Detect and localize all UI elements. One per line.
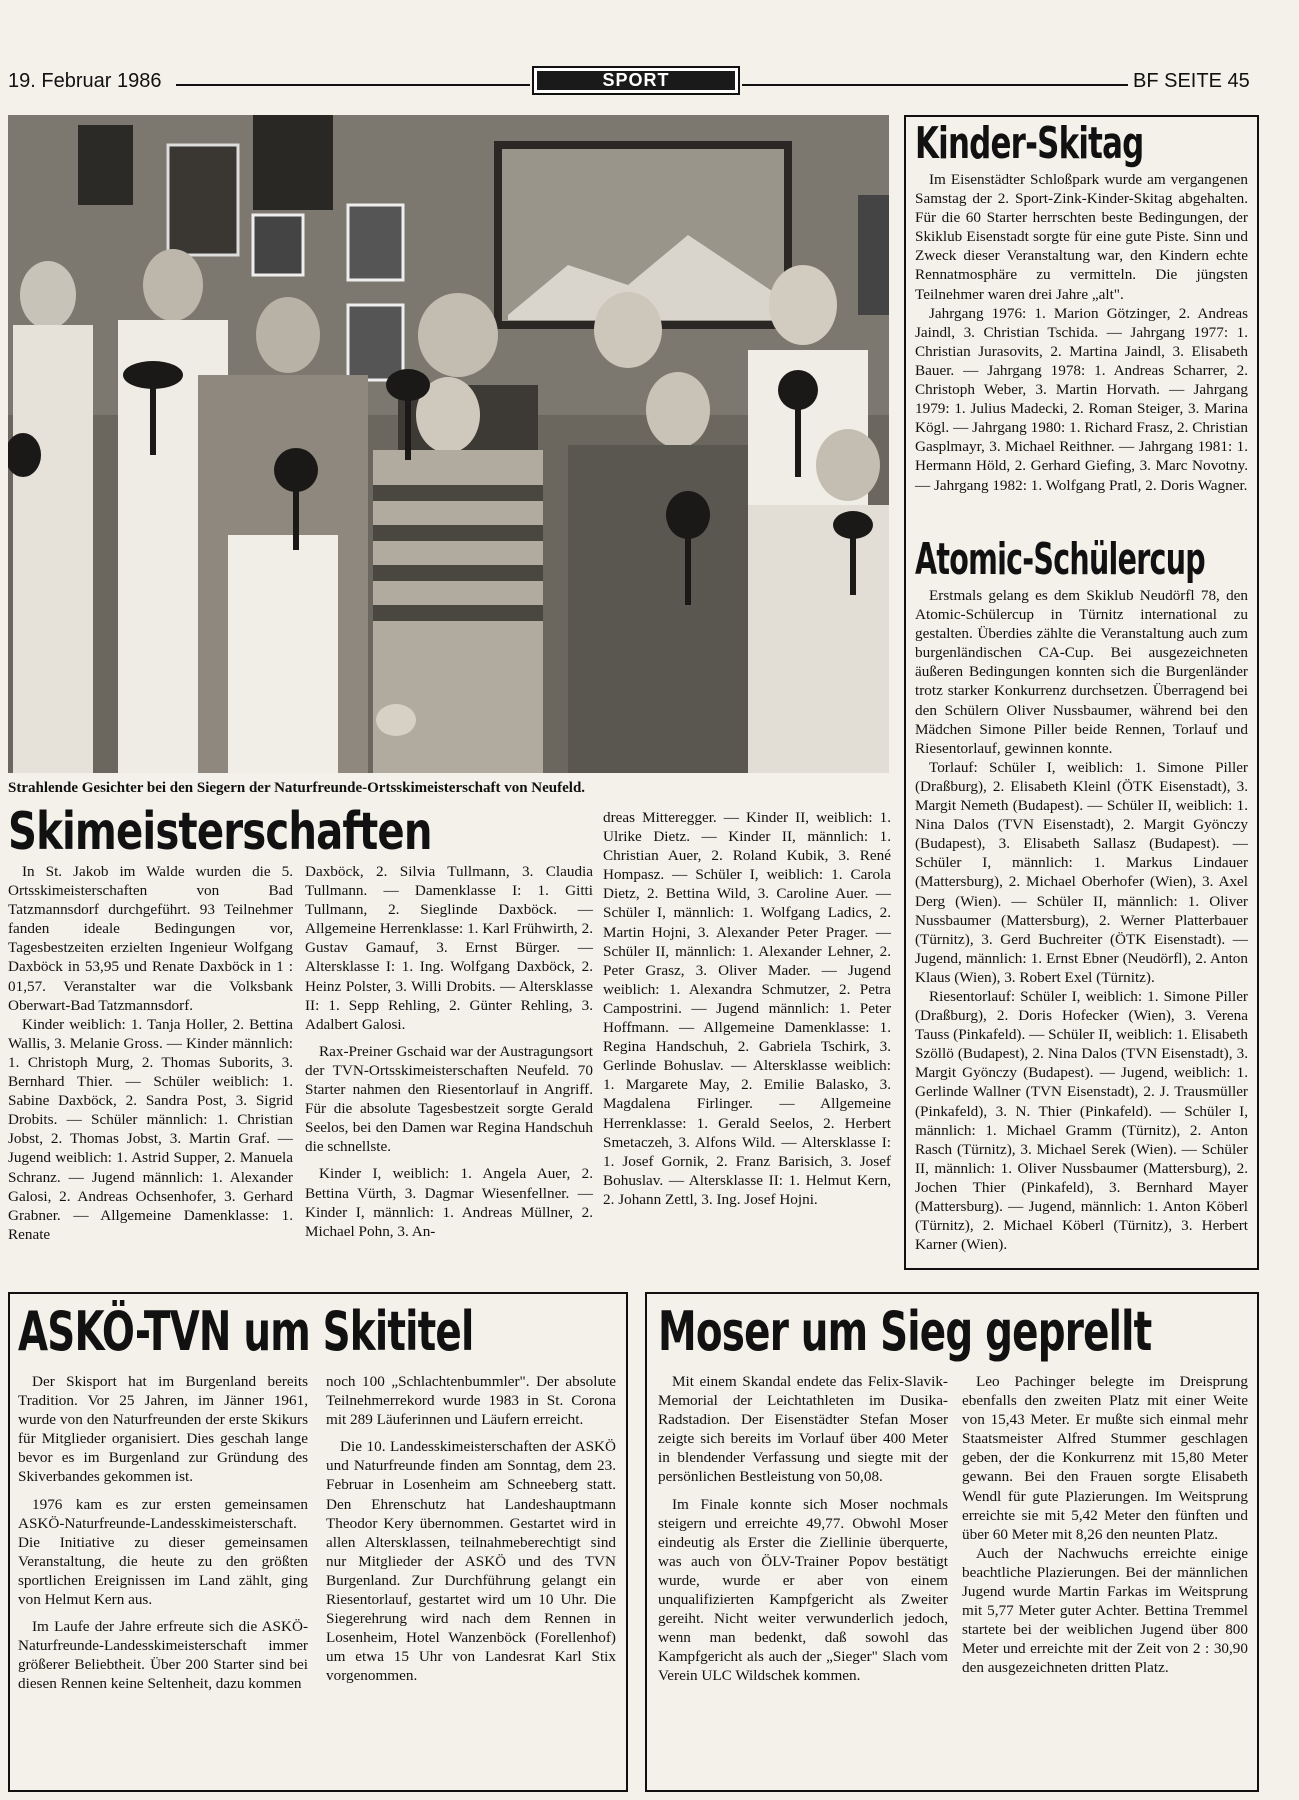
paragraph: dreas Mitteregger. — Kinder II, weiblich: 1. Ulrike Dietz. — Kinder II, männlich: 1. Christian Auer, 2. Roland Kubik, 3. René Hompasz. — Schüler I, weiblich: 1. Carola Dietz, 2. Bettina Wild, 3. Caroline Auer. — Schüler I, männlich: 1. Wolfgang Ladics, 2. Martin Hojni, 3. Alexander Peter Prager. — Schüler II, männlich: 1. Alexander Lehner, 2. Peter Grasz, 3. Oliver Mader. — Jugend weiblich: 1. Alexandra Schmutzer, 2. Petra Campostrini. — Jugend männlich: 1. Peter Hoffmann. — Allgemeine Damenklasse: 1. Regina Handschuh, 2. Gabriela Tschirk, 3. Gerlinde Bohuslav. — Altersklasse weiblich: 1. Margarete May, 2. Emilie Balasko, 3. Magdalena Firlinger. — Allgemeine Herrenklasse: 1. Gerald Seelos, 2. Herbert Smetaczeh, 3. Alfons Wild. — Altersklasse I: 1. Josef Gornik, 2. Franz Barisich, 3. Josef Bohuslav. — Altersklasse II: 1. Helmut Kern, 2. Johann Zettl, 3. Ing. Josef Hojni.	[603, 809, 891, 1208]
askoe-col-1	[18, 1372, 308, 1694]
header-rule-right	[742, 84, 1128, 86]
paragraph: Im Finale konnte sich Moser nochmals steigern und erreichte 49,77. Obwohl Moser eindeutig als Erster die Ziellinie überquerte, was auch von ÖLV-Trainer Popov bestätigt wurde, wurde er aber von einem unqualifizierten Kampfgericht als Zweiter gereiht. Nicht weiter verwunderlich jedoch, wenn man bedenkt, daß sowohl das Kampfgericht als auch der „Sieger" Slach vom Verein ULC Wildschek kommen.	[658, 1495, 948, 1685]
askoe-col-2	[326, 1372, 616, 1686]
paragraph: Kinder weiblich: 1. Tanja Holler, 2. Bettina Wallis, 3. Melanie Gross. — Kinder männlich: 1. Christoph Murg, 2. Thomas Suborits, 3. Bernhard Thier. — Schüler weiblich: 1. Sabine Daxböck, 2. Sandra Post, 3. Sigrid Drobits. — Schüler männlich: 1. Christian Jobst, 2. Thomas Jobst, 3. Martin Graf. — Jugend weiblich: 1. Astrid Supper, 2. Manuela Schranz. — Jugend männlich: 1. Alexander Galosi, 2. Andreas Ochsenhofer, 3. Gerhard Grabner. — Allgemeine Damenklasse: 1. Renate	[8, 1015, 293, 1243]
kinder-skitag-headline: Kinder-Skitag	[915, 118, 1144, 169]
askoe-headline: ASKÖ-TVN um Skititel	[18, 1300, 474, 1363]
award-photo	[8, 115, 889, 773]
section-label: SPORT	[537, 71, 735, 90]
paragraph: Daxböck, 2. Silvia Tullmann, 3. Claudia Tullmann. — Damenklasse I: 1. Gitti Tullmann, 2. Sieglinde Daxböck. — Allgemeine Herrenklasse: 1. Karl Frühwirth, 2. Gustav Gamauf, 3. Ernst Bürger. — Altersklasse I: 1. Ing. Wolfgang Daxböck, 2. Heinz Polster, 3. Willi Drobits. — Altersklasse II: 1. Sepp Rehling, 2. Günter Rehling, 3. Adalbert Galosi.	[305, 863, 593, 1033]
atomic-headline: Atomic-Schülercup	[915, 534, 1205, 585]
section-label-box	[532, 66, 740, 95]
paragraph: Im Eisenstädter Schloßpark wurde am vergangenen Samstag der 2. Sport-Zink-Kinder-Skitag abgehalten. Für die 60 Starter herrschten beste Bedingungen, der Skiklub Eisenstadt sorgte für eine gute Piste. Sinn und Zweck dieser Veranstaltung war, den Kindern echte Rennatmosphäre zu vermitteln. Die jüngsten Teilnehmer waren drei Jahre „alt".	[915, 171, 1248, 303]
moser-headline: Moser um Sieg geprellt	[658, 1300, 1152, 1363]
paragraph: Die 10. Landesskimeisterschaften der ASKÖ und Naturfreunde finden am Sonntag, dem 23. Februar in Losenheim am Schneeberg statt. Den Ehrenschutz hat Landeshauptmann Theodor Kery übernommen. Gestartet wird in allen Altersklassen, teilnahmeberechtigt sind nur Mitglieder der ASKÖ und des TVN Burgenland. Zur Durchführung gelangt ein Riesentorlauf, gestartet wird um 10 Uhr. Die Siegerehrung wird nach dem Rennen in Losenheim, Hotel Wanzenböck (Forellenhof) um etwa 15 Uhr von Landesrat Karl Stix vorgenommen.	[326, 1438, 616, 1685]
photo-caption: Strahlende Gesichter bei den Siegern der Naturfreunde-Ortsskimeisterschaft von Neufeld.	[8, 780, 586, 796]
moser-col-2	[962, 1372, 1248, 1678]
paragraph: noch 100 „Schlachtenbummler". Der absolute Teilnehmerrekord wurde 1983 in St. Corona mit 289 Läuferinnen und Läufern erreicht.	[326, 1373, 616, 1429]
skimeisterschaften-col-3	[603, 808, 891, 1209]
skimeisterschaften-headline: Skimeisterschaften	[8, 802, 432, 862]
header-rule-left	[176, 84, 530, 86]
atomic-text	[915, 586, 1248, 1254]
issue-date: 19. Februar 1986	[8, 70, 162, 92]
moser-col-1	[658, 1372, 948, 1686]
paragraph: Riesentorlauf: Schüler I, weiblich: 1. Simone Piller (Draßburg), 2. Doris Hofecker (Wien), 3. Verena Tauss (Pinkafeld). — Schüler II, weiblich: 1. Elisabeth Szöllö (Budapest), 2. Nina Dalos (TVN Eisenstadt), 3. Margit Gyönczy (Budapest). — Jugend, weiblich: 1. Gerlinde Wallner (TVN Eisenstadt), 2. J. Trausmüller (Pinkafeld), 3. N. Thier (Pinkafeld). — Schüler I, männlich: 1. Michael Gramm (Türnitz), 2. Anton Rasch (Türnitz), 3. Michael Serek (Wien). — Schüler II, männlich: 1. Oliver Nussbaumer (Mattersburg), 2. Jochen Thier (Pinkafeld), 3. Bernhard Mayer (Mattersburg). — Jugend, männlich: 1. Anton Köberl (Türnitz), 2. Michael Köberl (Türnitz), 3. Herbert Karner (Wien).	[915, 987, 1248, 1254]
kinder-skitag-text	[915, 170, 1248, 495]
paragraph: Auch der Nachwuchs erreichte einige beachtliche Plazierungen. Bei der männlichen Jugend wurde Martin Farkas im Weitsprung mit 5,77 Meter guter Achter. Bettina Tremmel startete bei der weiblichen Jugend über 800 Meter und erreichte mit der Zeit von 2 : 30,90 den ausgezeichneten dritten Platz.	[962, 1544, 1248, 1677]
paragraph: Jahrgang 1976: 1. Marion Götzinger, 2. Andreas Jaindl, 3. Christian Tschida. — Jahrgang 1977: 1. Christian Jurasovits, 2. Martina Jaindl, 3. Elisabeth Bauer. — Jahrgang 1978: 1. Andreas Scharrer, 2. Christoph Weber, 3. Martin Horvath. — Jahrgang 1979: 1. Julius Madecki, 2. Roman Steiger, 3. Marina Kögl. — Jahrgang 1980: 1. Richard Frasz, 2. Christian Gasplmayr, 3. Michael Reithner. — Jahrgang 1981: 1. Hermann Höld, 2. Gerhard Giefing, 3. Marc Novotny. — Jahrgang 1982: 1. Wolfgang Pratl, 2. Doris Wagner.	[915, 304, 1248, 494]
page-number: BF SEITE 45	[1133, 70, 1250, 92]
paragraph: In St. Jakob im Walde wurden die 5. Ortsskimeisterschaften von Bad Tatzmannsdorf durchgeführt. 93 Teilnehmer fanden ideale Bedingungen vor, Tagesbestzeiten erzielten Ingenieur Wolfgang Daxböck in 53,95 und Renate Daxböck in 1 : 01,57. Veranstalter war die Volksbank Oberwart-Bad Tatzmannsdorf.	[8, 863, 293, 1014]
paragraph: Rax-Preiner Gschaid war der Austragungsort der TVN-Ortsskimeisterschaften Neufeld. 70 Starter nahmen den Riesentorlauf in Angriff. Für die absolute Tagesbestzeit sorgte Gerald Seelos, bei den Damen war Regina Handschuh die schnellste.	[305, 1042, 593, 1156]
paragraph: Im Laufe der Jahre erfreute sich die ASKÖ-Naturfreunde-Landesskimeisterschaft immer größerer Beliebtheit. Über 200 Starter sind bei diesen Rennen keine Seltenheit, dazu kommen	[18, 1618, 308, 1693]
paragraph: Torlauf: Schüler I, weiblich: 1. Simone Piller (Draßburg), 2. Elisabeth Kleinl (ÖTK Eisenstadt), 3. Margit Nemeth (Budapest). — Schüler II, weiblich: 1. Nina Dalos (TVN Eisenstadt), 2. Margit Gyönczy (Budapest), 3. Elisabeth Sallasz (Budapest). — Schüler I, männlich: 1. Markus Lindauer (Mattersburg), 2. Michael Oberhofer (Wien), 3. Axel Derg (Wien). — Schüler II, männlich: 1. Oliver Nussbaumer (Mattersburg), 2. Werner Platterbauer (Türnitz), 3. Gerd Buchreiter (ÖTK Eisenstadt). — Jugend, männlich: 1. Ernst Ebner (Neudörfl), 2. Anton Klaus (Wien), 3. Robert Exel (Türnitz).	[915, 758, 1248, 986]
paragraph: Der Skisport hat im Burgenland bereits Tradition. Vor 25 Jahren, im Jänner 1961, wurde von den Naturfreunden der erste Skikurs für Mitglieder organisiert. Dies geschah lange bevor es im Burgenland zur Gründung des Skiverbandes gekommen ist.	[18, 1373, 308, 1486]
paragraph: Leo Pachinger belegte im Dreisprung ebenfalls den zweiten Platz mit einer Weite von 15,43 Meter. Er mußte sich einmal mehr Staatsmeister Alfred Stummer geschlagen geben, der die Konkurrenz mit 15,80 Meter gewann. Bei den Frauen sorgte Elisabeth Wendl für gute Plazierungen. Im Weitsprung erreichte sie mit 5,42 Meter den fünften und über 60 Meter mit 8,26 den neunten Platz.	[962, 1373, 1248, 1543]
paragraph: 1976 kam es zur ersten gemeinsamen ASKÖ-Naturfreunde-Landesskimeisterschaft. Die Initiative zu dieser gemeinsamen Veranstaltung, die heute zu den größten sportlichen Ereignissen im Land zählt, ging von Helmut Kern aus.	[18, 1495, 308, 1609]
paragraph: Erstmals gelang es dem Skiklub Neudörfl 78, den Atomic-Schülercup in Türnitz international zu gestalten. Überdies zählte die Veranstaltung auch zum burgenländischen CA-Cup. Bei ausgezeichneten äußeren Bedingungen konnten sich die Burgenländer trotz starker Konkurrenz durchsetzen. Überragend bei den Schülern Oliver Nussbaumer, während bei den Mädchen Simone Piller beide Rennen, Torlauf und Riesentorlauf, gewinnen konnte.	[915, 587, 1248, 757]
paragraph: Kinder I, weiblich: 1. Angela Auer, 2. Bettina Vürth, 3. Dagmar Wiesenfellner. — Kinder I, männlich: 1. Andreas Müllner, 2. Michael Pohn, 3. An-	[305, 1165, 593, 1240]
skimeisterschaften-col-2	[305, 862, 593, 1241]
skimeisterschaften-col-1	[8, 862, 293, 1244]
paragraph: Mit einem Skandal endete das Felix-Slavik-Memorial der Leichtathleten im Dusika-Radstadion. Der Eisenstädter Stefan Moser zeigte sich bereits im Vorlauf über 400 Meter in blendender Verfassung und siegte mit der persönlichen Bestleistung von 50,08.	[658, 1373, 948, 1486]
